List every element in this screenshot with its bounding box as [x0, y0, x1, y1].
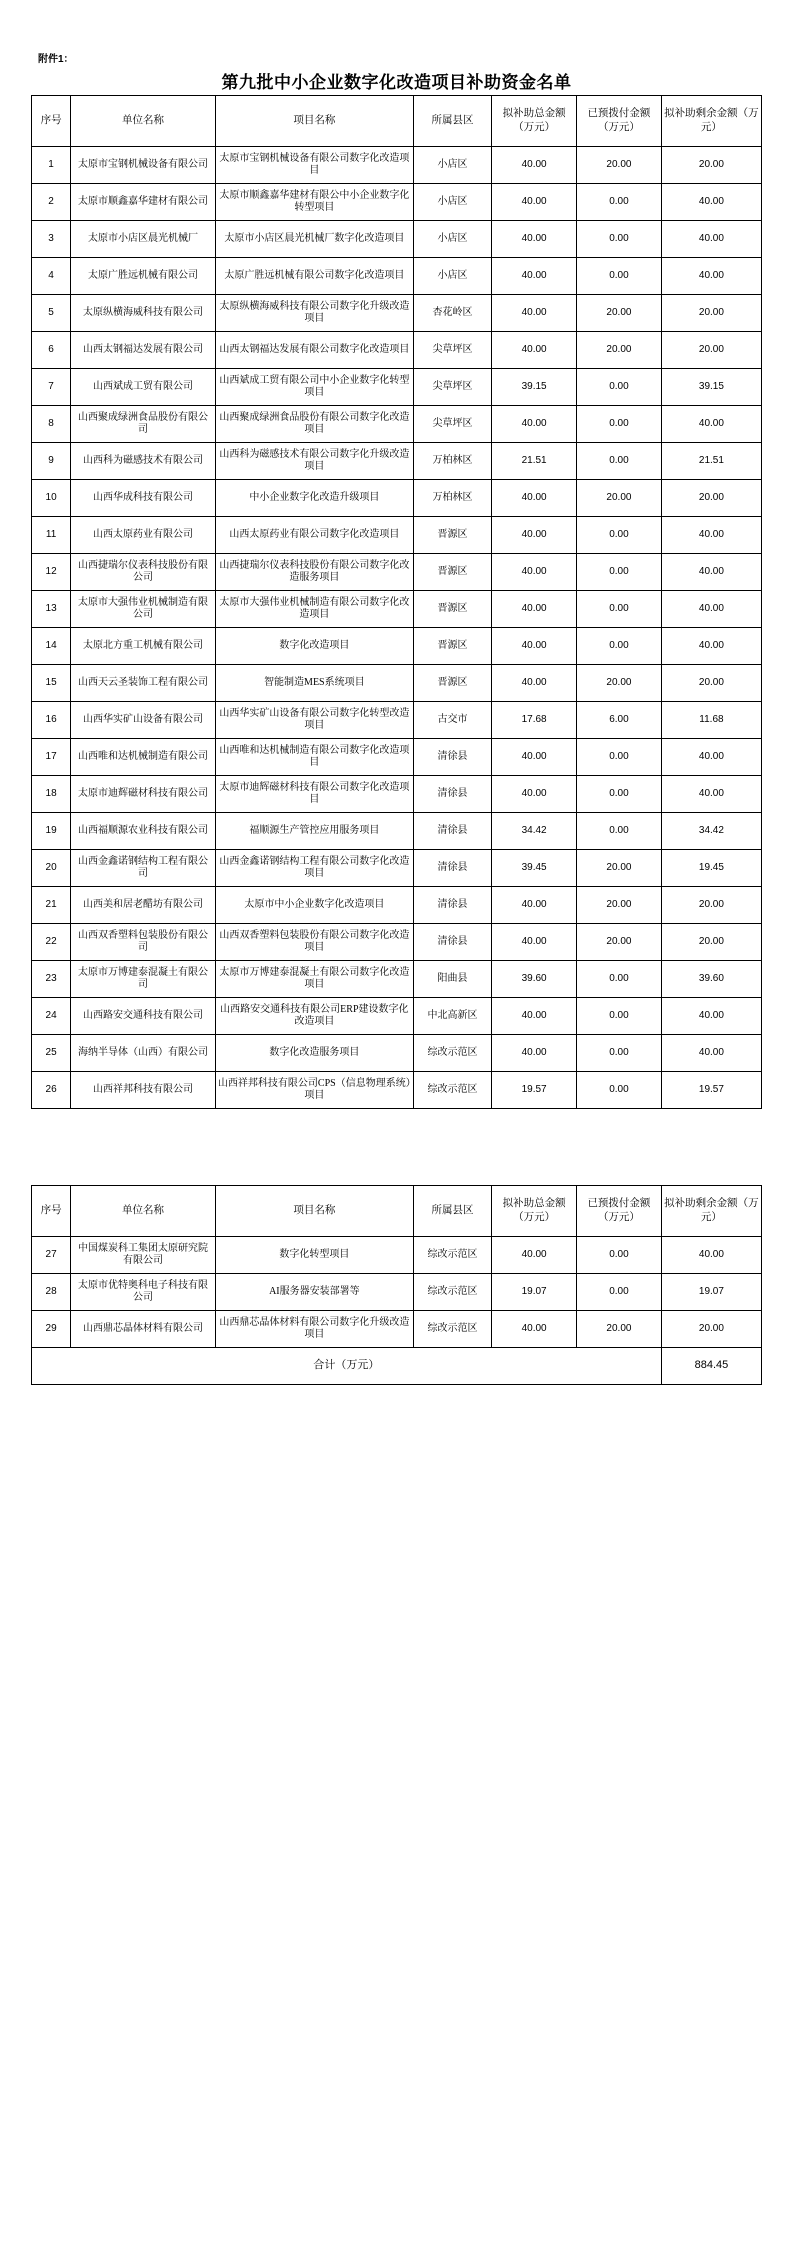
cell-district: 清徐县	[413, 924, 491, 961]
cell-district: 晋源区	[413, 665, 491, 702]
cell-prepaid-amount: 20.00	[577, 147, 662, 184]
cell-total-amount: 40.00	[492, 1311, 577, 1348]
cell-unit: 山西福顺源农业科技有限公司	[71, 813, 216, 850]
table-row	[32, 813, 762, 850]
cell-project: 太原纵横海威科技有限公司数字化升级改造项目	[215, 295, 413, 332]
cell-seq: 18	[32, 776, 71, 813]
cell-remaining-amount: 21.51	[661, 443, 761, 480]
cell-remaining-amount: 40.00	[661, 406, 761, 443]
cell-project: 山西祥邦科技有限公司CPS（信息物理系统）项目	[215, 1072, 413, 1109]
cell-seq: 15	[32, 665, 71, 702]
attachment-label: 附件1：	[38, 54, 74, 65]
cell-district: 古交市	[413, 702, 491, 739]
cell-project: 太原市迪辉磁材科技有限公司数字化改造项目	[215, 776, 413, 813]
cell-project: 山西路安交通科技有限公司ERP建设数字化改造项目	[215, 998, 413, 1035]
cell-district: 清徐县	[413, 850, 491, 887]
cell-seq: 6	[32, 332, 71, 369]
cell-total-amount: 21.51	[492, 443, 577, 480]
cell-total-amount: 17.68	[492, 702, 577, 739]
cell-remaining-amount: 20.00	[661, 480, 761, 517]
cell-remaining-amount: 20.00	[661, 924, 761, 961]
cell-prepaid-amount: 20.00	[577, 924, 662, 961]
cell-project: 福顺源生产管控应用服务项目	[215, 813, 413, 850]
cell-total-amount: 40.00	[492, 887, 577, 924]
cell-seq: 12	[32, 554, 71, 591]
cell-district: 晋源区	[413, 628, 491, 665]
cell-unit: 太原广胜远机械有限公司	[71, 258, 216, 295]
cell-total-amount: 39.45	[492, 850, 577, 887]
cell-prepaid-amount: 0.00	[577, 369, 662, 406]
cell-prepaid-amount: 0.00	[577, 591, 662, 628]
cell-total-amount: 40.00	[492, 776, 577, 813]
cell-project: 山西唯和达机械制造有限公司数字化改造项目	[215, 739, 413, 776]
table-total-row	[32, 1348, 762, 1385]
cell-seq: 7	[32, 369, 71, 406]
cell-district: 小店区	[413, 221, 491, 258]
cell-project: 山西金鑫诺钢结构工程有限公司数字化改造项目	[215, 850, 413, 887]
cell-remaining-amount: 40.00	[661, 998, 761, 1035]
cell-prepaid-amount: 20.00	[577, 887, 662, 924]
cell-unit: 山西路安交通科技有限公司	[71, 998, 216, 1035]
cell-remaining-amount: 39.15	[661, 369, 761, 406]
subsidy-table-page1	[31, 95, 762, 1109]
cell-unit: 山西美和居老醋坊有限公司	[71, 887, 216, 924]
cell-district: 晋源区	[413, 517, 491, 554]
cell-unit: 山西太钢福达发展有限公司	[71, 332, 216, 369]
cell-unit: 山西唯和达机械制造有限公司	[71, 739, 216, 776]
cell-district: 综改示范区	[413, 1311, 491, 1348]
cell-remaining-amount: 20.00	[661, 295, 761, 332]
cell-unit: 太原市优特奥科电子科技有限公司	[71, 1274, 216, 1311]
cell-total-amount: 40.00	[492, 221, 577, 258]
cell-prepaid-amount: 0.00	[577, 554, 662, 591]
cell-project: 太原市顺鑫嘉华建材有限公中小企业数字化转型项目	[215, 184, 413, 221]
cell-total-amount: 40.00	[492, 1237, 577, 1274]
cell-remaining-amount: 40.00	[661, 1035, 761, 1072]
cell-unit: 山西斌成工贸有限公司	[71, 369, 216, 406]
cell-project: 山西捷瑞尔仪表科技股份有限公司数字化改造服务项目	[215, 554, 413, 591]
table-row	[32, 1035, 762, 1072]
table-row	[32, 258, 762, 295]
cell-total-amount: 19.57	[492, 1072, 577, 1109]
cell-prepaid-amount: 20.00	[577, 480, 662, 517]
cell-seq: 28	[32, 1274, 71, 1311]
cell-project: 太原市小店区晨光机械厂数字化改造项目	[215, 221, 413, 258]
cell-total-amount: 40.00	[492, 332, 577, 369]
cell-total-amount: 34.42	[492, 813, 577, 850]
cell-prepaid-amount: 0.00	[577, 813, 662, 850]
cell-unit: 山西太原药业有限公司	[71, 517, 216, 554]
table-row	[32, 369, 762, 406]
cell-project: 中小企业数字化改造升级项目	[215, 480, 413, 517]
cell-seq: 17	[32, 739, 71, 776]
cell-district: 尖草坪区	[413, 332, 491, 369]
cell-project: 山西双香塑料包装股份有限公司数字化改造项目	[215, 924, 413, 961]
column-header-prepaid-amount: 已预拨付金额（万元）	[577, 1186, 662, 1237]
cell-unit: 太原市万博建泰混凝土有限公司	[71, 961, 216, 998]
cell-project: 太原市万博建泰混凝土有限公司数字化改造项目	[215, 961, 413, 998]
cell-total-amount: 40.00	[492, 1035, 577, 1072]
cell-prepaid-amount: 0.00	[577, 184, 662, 221]
cell-unit: 太原北方重工机械有限公司	[71, 628, 216, 665]
cell-unit: 山西鼎芯晶体材料有限公司	[71, 1311, 216, 1348]
table-row	[32, 443, 762, 480]
cell-prepaid-amount: 0.00	[577, 961, 662, 998]
column-header-unit: 单位名称	[71, 1186, 216, 1237]
cell-seq: 14	[32, 628, 71, 665]
cell-project: 山西斌成工贸有限公司中小企业数字化转型项目	[215, 369, 413, 406]
cell-unit: 中国煤炭科工集团太原研究院有限公司	[71, 1237, 216, 1274]
column-header-seq: 序号	[32, 96, 71, 147]
cell-project: 山西华实矿山设备有限公司数字化转型改造项目	[215, 702, 413, 739]
cell-total-amount: 40.00	[492, 147, 577, 184]
cell-project: 太原市中小企业数字化改造项目	[215, 887, 413, 924]
table-row	[32, 702, 762, 739]
cell-project: 太原广胜远机械有限公司数字化改造项目	[215, 258, 413, 295]
cell-project: 山西太原药业有限公司数字化改造项目	[215, 517, 413, 554]
page-title: 第九批中小企业数字化改造项目补助资金名单	[221, 73, 572, 92]
cell-prepaid-amount: 6.00	[577, 702, 662, 739]
cell-prepaid-amount: 0.00	[577, 517, 662, 554]
cell-remaining-amount: 39.60	[661, 961, 761, 998]
cell-district: 小店区	[413, 258, 491, 295]
table-header-row	[32, 96, 762, 147]
cell-unit: 太原市宝钢机械设备有限公司	[71, 147, 216, 184]
table-row	[32, 850, 762, 887]
cell-seq: 23	[32, 961, 71, 998]
cell-total-amount: 40.00	[492, 258, 577, 295]
cell-total-amount: 40.00	[492, 554, 577, 591]
cell-unit: 山西祥邦科技有限公司	[71, 1072, 216, 1109]
cell-seq: 26	[32, 1072, 71, 1109]
cell-prepaid-amount: 0.00	[577, 443, 662, 480]
cell-total-amount: 40.00	[492, 924, 577, 961]
cell-total-amount: 40.00	[492, 998, 577, 1035]
table-row	[32, 1311, 762, 1348]
cell-seq: 4	[32, 258, 71, 295]
cell-prepaid-amount: 20.00	[577, 1311, 662, 1348]
column-header-remaining-amount: 拟补助剩余金额（万元）	[661, 1186, 761, 1237]
cell-prepaid-amount: 0.00	[577, 1072, 662, 1109]
cell-seq: 16	[32, 702, 71, 739]
cell-unit: 太原市顺鑫嘉华建材有限公司	[71, 184, 216, 221]
column-header-total-amount: 拟补助总金额（万元）	[492, 1186, 577, 1237]
cell-unit: 海纳半导体（山西）有限公司	[71, 1035, 216, 1072]
cell-seq: 20	[32, 850, 71, 887]
cell-project: 山西太钢福达发展有限公司数字化改造项目	[215, 332, 413, 369]
column-header-district: 所属县区	[413, 96, 491, 147]
cell-unit: 太原市大强伟业机械制造有限公司	[71, 591, 216, 628]
column-header-remaining-amount: 拟补助剩余金额（万元）	[661, 96, 761, 147]
cell-remaining-amount: 40.00	[661, 184, 761, 221]
cell-total-amount: 40.00	[492, 517, 577, 554]
table-row	[32, 221, 762, 258]
cell-prepaid-amount: 0.00	[577, 1274, 662, 1311]
cell-total-amount: 40.00	[492, 406, 577, 443]
cell-district: 综改示范区	[413, 1274, 491, 1311]
cell-seq: 5	[32, 295, 71, 332]
table-row	[32, 776, 762, 813]
cell-unit: 山西华成科技有限公司	[71, 480, 216, 517]
cell-unit: 太原市迪辉磁材科技有限公司	[71, 776, 216, 813]
cell-remaining-amount: 40.00	[661, 221, 761, 258]
cell-project: 智能制造MES系统项目	[215, 665, 413, 702]
cell-prepaid-amount: 20.00	[577, 665, 662, 702]
cell-prepaid-amount: 0.00	[577, 739, 662, 776]
cell-unit: 山西天云圣装饰工程有限公司	[71, 665, 216, 702]
table-row	[32, 480, 762, 517]
cell-total-amount: 40.00	[492, 184, 577, 221]
cell-total-amount: 19.07	[492, 1274, 577, 1311]
cell-prepaid-amount: 20.00	[577, 850, 662, 887]
table-row	[32, 998, 762, 1035]
cell-district: 清徐县	[413, 776, 491, 813]
cell-prepaid-amount: 0.00	[577, 221, 662, 258]
table-row	[32, 739, 762, 776]
cell-project: 山西聚成绿洲食品股份有限公司数字化改造项目	[215, 406, 413, 443]
table-row	[32, 628, 762, 665]
cell-total-amount: 40.00	[492, 480, 577, 517]
cell-seq: 9	[32, 443, 71, 480]
table-row	[32, 1274, 762, 1311]
cell-unit: 山西捷瑞尔仪表科技股份有限公司	[71, 554, 216, 591]
cell-unit: 山西聚成绿洲食品股份有限公司	[71, 406, 216, 443]
cell-unit: 山西华实矿山设备有限公司	[71, 702, 216, 739]
cell-district: 杏花岭区	[413, 295, 491, 332]
table-row	[32, 1072, 762, 1109]
cell-unit: 山西科为磁感技术有限公司	[71, 443, 216, 480]
table-row	[32, 147, 762, 184]
cell-remaining-amount: 40.00	[661, 739, 761, 776]
cell-remaining-amount: 40.00	[661, 1237, 761, 1274]
cell-district: 清徐县	[413, 739, 491, 776]
cell-district: 小店区	[413, 147, 491, 184]
cell-seq: 27	[32, 1237, 71, 1274]
table-row	[32, 1237, 762, 1274]
cell-remaining-amount: 40.00	[661, 554, 761, 591]
column-header-prepaid-amount: 已预拨付金额（万元）	[577, 96, 662, 147]
cell-unit: 山西双香塑料包装股份有限公司	[71, 924, 216, 961]
cell-district: 尖草坪区	[413, 406, 491, 443]
cell-total-amount: 40.00	[492, 739, 577, 776]
cell-district: 清徐县	[413, 887, 491, 924]
column-header-project: 项目名称	[215, 96, 413, 147]
cell-district: 小店区	[413, 184, 491, 221]
cell-seq: 10	[32, 480, 71, 517]
cell-total-amount: 39.60	[492, 961, 577, 998]
cell-total-amount: 40.00	[492, 591, 577, 628]
table-row	[32, 961, 762, 998]
table-row	[32, 554, 762, 591]
table-row	[32, 406, 762, 443]
cell-prepaid-amount: 0.00	[577, 406, 662, 443]
cell-remaining-amount: 40.00	[661, 258, 761, 295]
cell-district: 晋源区	[413, 554, 491, 591]
cell-seq: 11	[32, 517, 71, 554]
cell-seq: 1	[32, 147, 71, 184]
table-row	[32, 591, 762, 628]
cell-remaining-amount: 11.68	[661, 702, 761, 739]
cell-project: 山西鼎芯晶体材料有限公司数字化升级改造项目	[215, 1311, 413, 1348]
column-header-project: 项目名称	[215, 1186, 413, 1237]
cell-remaining-amount: 20.00	[661, 887, 761, 924]
cell-unit: 太原市小店区晨光机械厂	[71, 221, 216, 258]
cell-remaining-amount: 20.00	[661, 665, 761, 702]
cell-project: AI服务器安装部署等	[215, 1274, 413, 1311]
column-header-district: 所属县区	[413, 1186, 491, 1237]
cell-seq: 24	[32, 998, 71, 1035]
cell-prepaid-amount: 0.00	[577, 258, 662, 295]
cell-remaining-amount: 19.57	[661, 1072, 761, 1109]
table-row	[32, 924, 762, 961]
cell-district: 综改示范区	[413, 1035, 491, 1072]
cell-seq: 29	[32, 1311, 71, 1348]
table-row	[32, 887, 762, 924]
cell-project: 山西科为磁感技术有限公司数字化升级改造项目	[215, 443, 413, 480]
cell-total-amount: 40.00	[492, 628, 577, 665]
cell-seq: 13	[32, 591, 71, 628]
cell-district: 晋源区	[413, 591, 491, 628]
table-row	[32, 295, 762, 332]
cell-total-amount: 39.15	[492, 369, 577, 406]
column-header-unit: 单位名称	[71, 96, 216, 147]
cell-unit: 山西金鑫诺钢结构工程有限公司	[71, 850, 216, 887]
cell-seq: 25	[32, 1035, 71, 1072]
cell-district: 万柏林区	[413, 480, 491, 517]
cell-remaining-amount: 40.00	[661, 628, 761, 665]
cell-prepaid-amount: 20.00	[577, 295, 662, 332]
cell-prepaid-amount: 0.00	[577, 776, 662, 813]
cell-prepaid-amount: 0.00	[577, 1237, 662, 1274]
cell-district: 阳曲县	[413, 961, 491, 998]
cell-project: 数字化改造项目	[215, 628, 413, 665]
cell-remaining-amount: 34.42	[661, 813, 761, 850]
table-row	[32, 517, 762, 554]
cell-remaining-amount: 20.00	[661, 147, 761, 184]
cell-remaining-amount: 40.00	[661, 517, 761, 554]
total-value: 884.45	[661, 1348, 761, 1385]
cell-seq: 22	[32, 924, 71, 961]
cell-district: 尖草坪区	[413, 369, 491, 406]
table-row	[32, 332, 762, 369]
cell-prepaid-amount: 0.00	[577, 998, 662, 1035]
cell-seq: 2	[32, 184, 71, 221]
cell-seq: 8	[32, 406, 71, 443]
cell-seq: 21	[32, 887, 71, 924]
column-header-seq: 序号	[32, 1186, 71, 1237]
cell-district: 清徐县	[413, 813, 491, 850]
table-header-row	[32, 1186, 762, 1237]
cell-total-amount: 40.00	[492, 665, 577, 702]
cell-project: 太原市大强伟业机械制造有限公司数字化改造项目	[215, 591, 413, 628]
cell-prepaid-amount: 0.00	[577, 628, 662, 665]
cell-prepaid-amount: 20.00	[577, 332, 662, 369]
cell-project: 数字化转型项目	[215, 1237, 413, 1274]
cell-remaining-amount: 19.45	[661, 850, 761, 887]
cell-unit: 太原纵横海威科技有限公司	[71, 295, 216, 332]
cell-remaining-amount: 20.00	[661, 332, 761, 369]
cell-district: 万柏林区	[413, 443, 491, 480]
cell-seq: 19	[32, 813, 71, 850]
table-row	[32, 665, 762, 702]
subsidy-table-page2	[31, 1185, 762, 1385]
cell-district: 中北高新区	[413, 998, 491, 1035]
cell-project: 数字化改造服务项目	[215, 1035, 413, 1072]
cell-remaining-amount: 40.00	[661, 591, 761, 628]
table-row	[32, 184, 762, 221]
cell-remaining-amount: 40.00	[661, 776, 761, 813]
cell-district: 综改示范区	[413, 1237, 491, 1274]
cell-district: 综改示范区	[413, 1072, 491, 1109]
cell-remaining-amount: 19.07	[661, 1274, 761, 1311]
cell-prepaid-amount: 0.00	[577, 1035, 662, 1072]
cell-total-amount: 40.00	[492, 295, 577, 332]
total-label: 合计（万元）	[32, 1348, 662, 1385]
cell-project: 太原市宝钢机械设备有限公司数字化改造项目	[215, 147, 413, 184]
column-header-total-amount: 拟补助总金额（万元）	[492, 96, 577, 147]
cell-remaining-amount: 20.00	[661, 1311, 761, 1348]
cell-seq: 3	[32, 221, 71, 258]
